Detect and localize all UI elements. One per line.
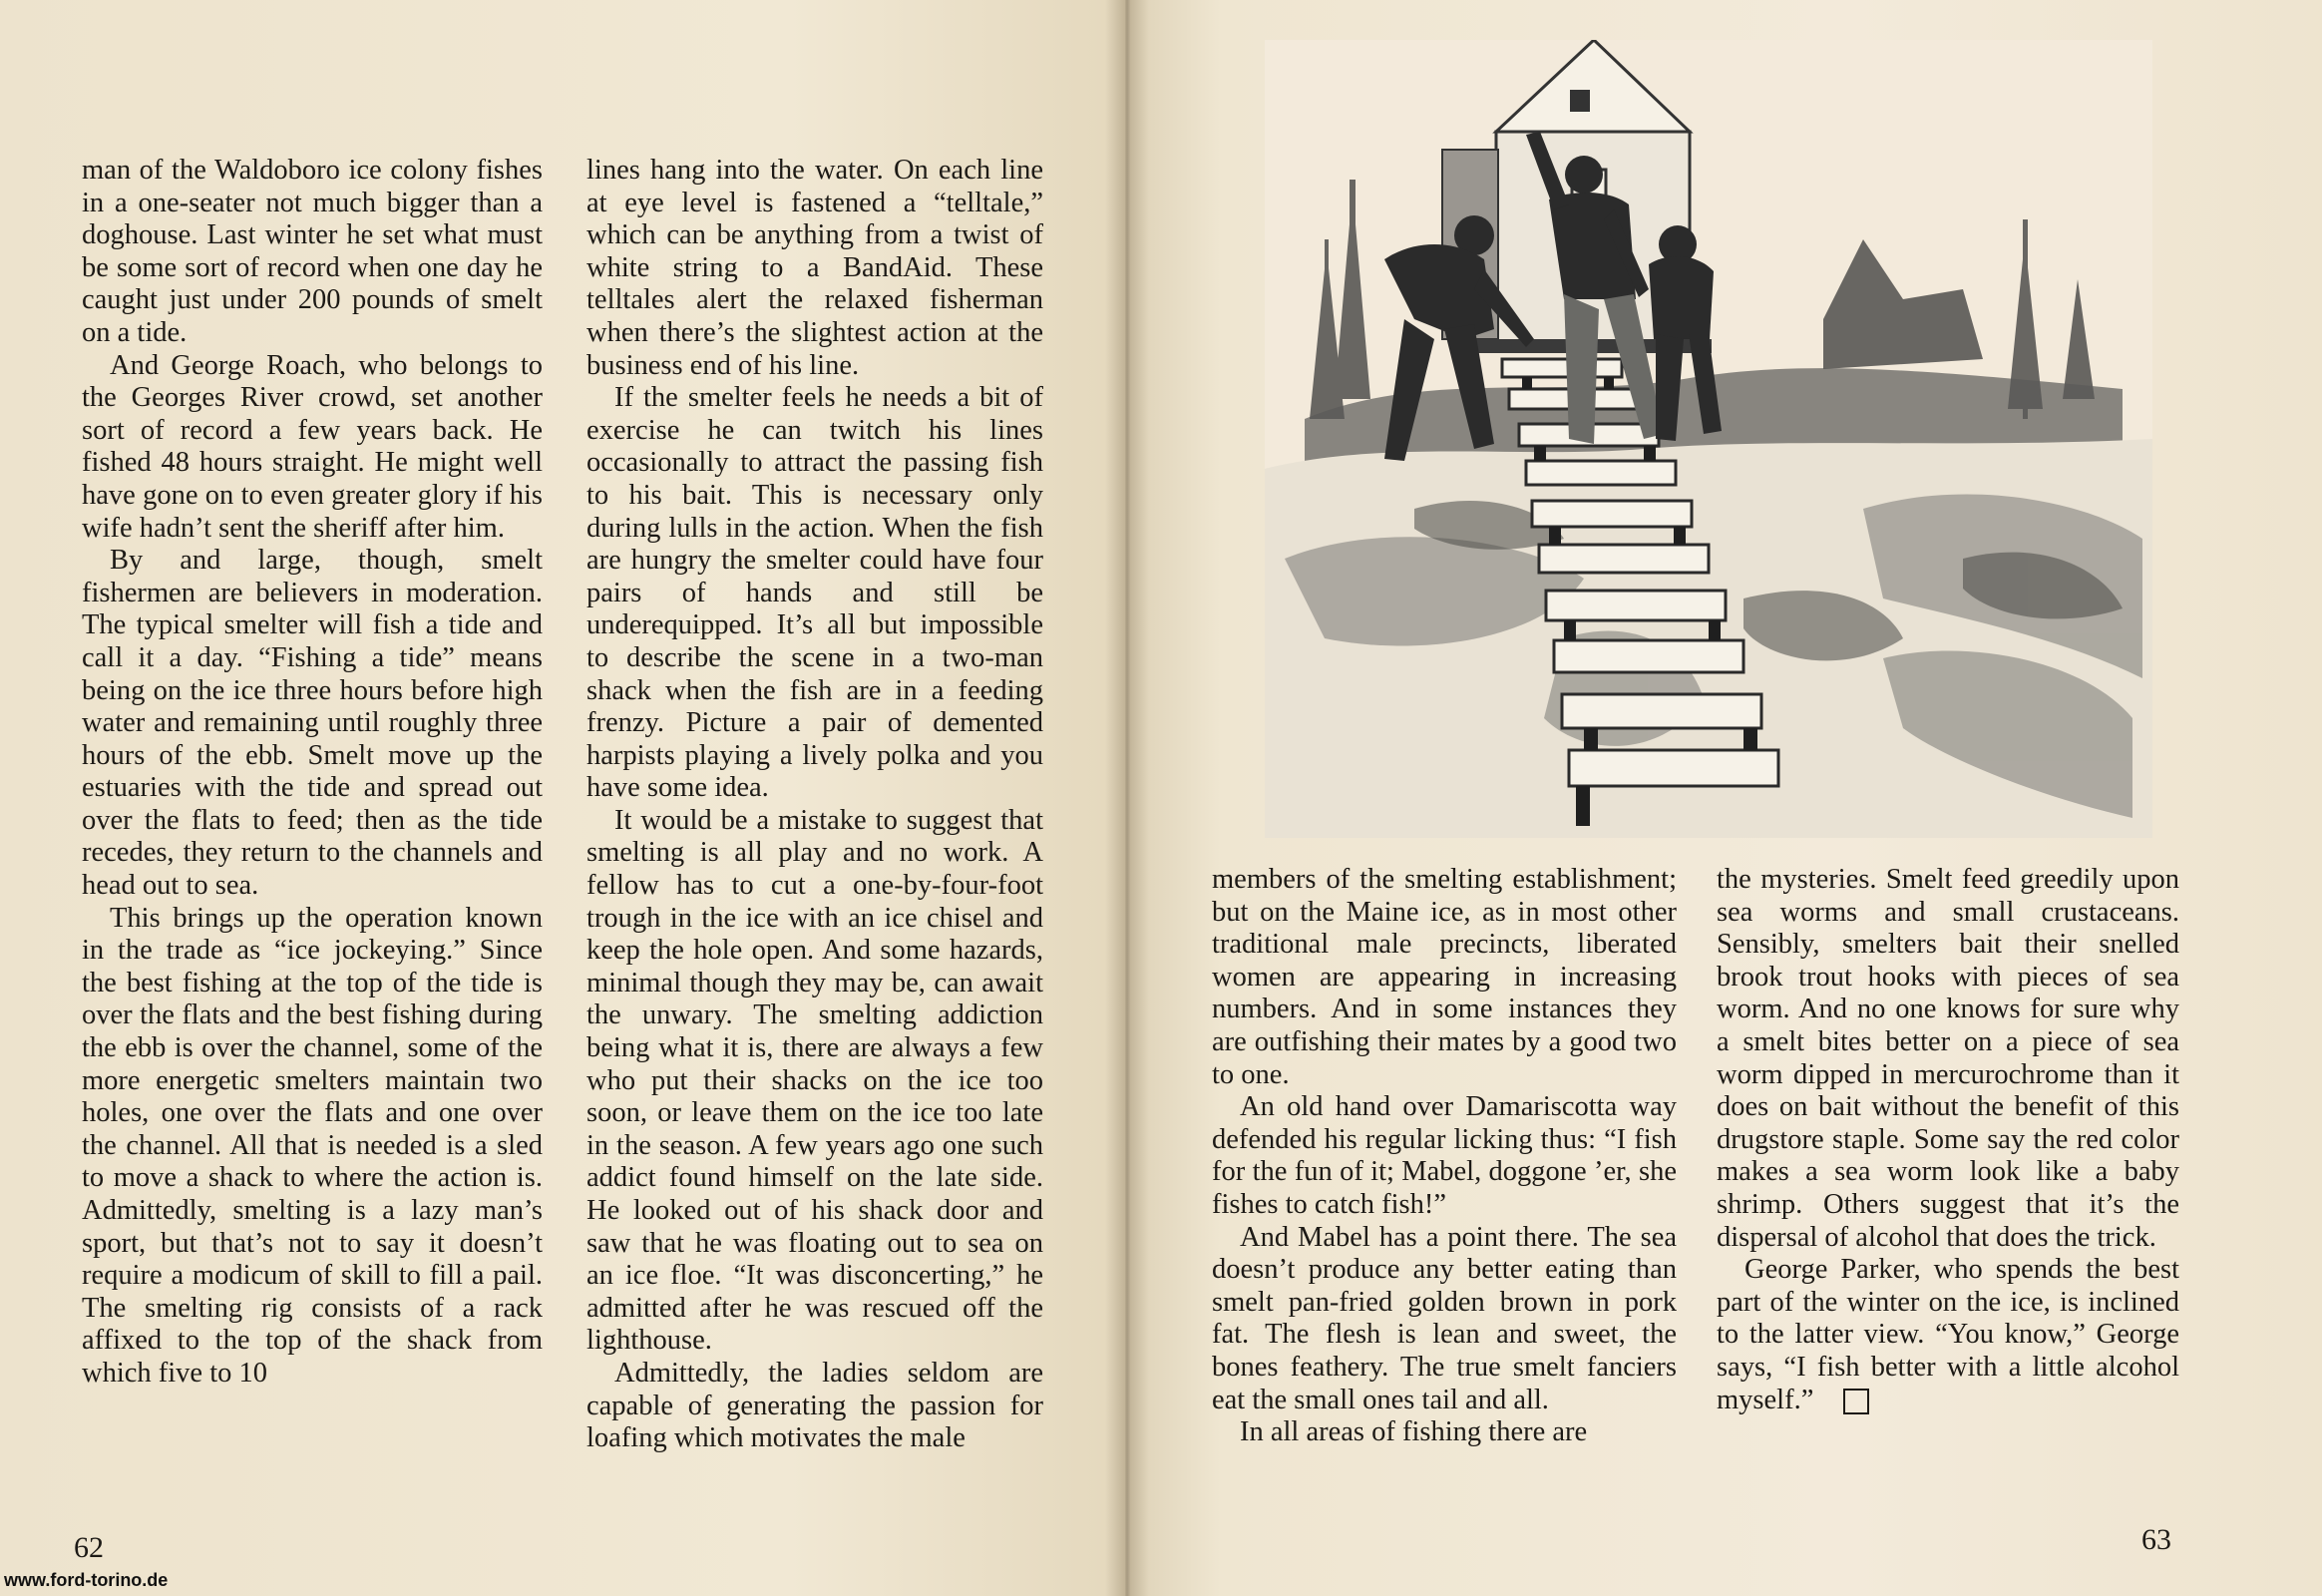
left-column-1 — [82, 155, 543, 1391]
right-column-2 — [1717, 864, 2179, 1416]
left-column-2 — [586, 155, 1043, 1455]
paragraph: An old hand over Damariscotta way defended his regular licking thus: “I fish for the fun of it; Mabel, doggone ’er, she fishes to catch fish!” — [1212, 1091, 1677, 1220]
paragraph: By and large, though, smelt fishermen are believers in moderation. The typical smelter will fish a tide and call it a day. “Fishing a tide” means being on the ice three hours before high water and remaining until roughly three hours of the ebb. Smelt move up the estuaries with the tide and spread out over the flats to feed; then as the tide recedes, they return to the channels and head out to sea. — [82, 545, 543, 902]
paragraph: If the smelter feels he needs a bit of exercise he can twitch his lines occasionally to attract the passing fish to his bait. This is necessary only during lulls in the action. When the fish are hungry the smelter could have four pairs of hands and still be underequipped. It’s all but impossible to describe the scene in a two-man shack when the fish are in a feeding frenzy. Picture a pair of demented harpists playing a lively polka and you have some idea. — [586, 382, 1043, 804]
paragraph: the mysteries. Smelt feed greedily upon sea worms and small crustaceans. Sensibly, smelters bait their snelled brook trout hooks with pieces of sea worm. And no one knows for sure why a smelt bites better on a piece of sea worm dipped in mercurochrome than it does on bait without the benefit of this drugstore staple. Some say the red color makes a sea worm look like a baby shrimp. Others suggest that it’s the dispersal of alcohol that does the trick. — [1717, 864, 2179, 1253]
paragraph: And George Roach, who belongs to the Georges River crowd, set another sort of record a few years back. He fished 48 hours straight. He might well have gone on to even greater glory if his wife hadn’t sent the sheriff after him. — [82, 349, 543, 544]
paragraph: lines hang into the water. On each line at eye level is fastened a “telltale,” which can be anything from a twist of white string to a BandAid. These telltales alert the relaxed fisherman when there’s the slightest action at the business end of his line. — [586, 155, 1043, 381]
paragraph-text: George Parker, who spends the best part of the winter on the ice, is inclined to the latter view. “You know,” George says, “I fish better with a little alcohol myself.” — [1717, 1254, 2179, 1415]
paragraph: And Mabel has a point there. The sea doesn’t produce any better eating than smelt pan-fried golden brown in pork fat. The flesh is lean and sweet, the bones feathery. The true smelt fanciers eat the small ones tail and all. — [1212, 1221, 1677, 1415]
paragraph: It would be a mistake to suggest that smelting is all play and no work. A fellow has to cut a one-by-four-foot trough in the ice with an ice chisel and keep the hole open. And some hazards, minimal though they may be, can await the unwary. The smelting addiction being what it is, there are always a few who put their shacks on the ice too soon, or leave them on the ice too late in the season. A few years ago one such addict found himself on the late side. He looked out of his shack door and saw that he was floating out to sea on an ice floe. “It was disconcerting,” he admitted after he was rescued off the lighthouse. — [586, 804, 1043, 1357]
page-number-left: 62 — [74, 1531, 104, 1564]
watermark: www.ford-torino.de — [4, 1570, 169, 1590]
right-column-1 — [1212, 864, 1677, 1449]
paragraph: members of the smelting establishment; but on the Maine ice, as in most other traditional male precincts, liberated women are appearing in increasing numbers. And in some instances they are outfishing their mates by a good two to one. — [1212, 864, 1677, 1090]
ice-shack-illustration — [1265, 40, 2152, 838]
right-page — [1125, 0, 2322, 1596]
paragraph: man of the Waldoboro ice colony fishes in a one-seater not much bigger than a doghouse. Last winter he set what must be some sort of record when one day he caught just under 200 pounds of smelt on a tide. — [82, 155, 543, 348]
paragraph: In all areas of fishing there are — [1240, 1416, 1588, 1448]
left-page — [0, 0, 1125, 1596]
page-number-right: 63 — [2141, 1523, 2171, 1556]
end-of-article-mark — [1843, 1389, 1869, 1414]
paragraph — [1717, 1254, 2179, 1416]
book-gutter — [1105, 0, 1149, 1596]
paragraph: Admittedly, the ladies seldom are capable of generating the passion for loafing which motivates the male — [586, 1357, 1043, 1454]
paragraph: This brings up the operation known in the trade as “ice jockeying.” Since the best fishing at the top of the tide is over the flats and the best fishing during the ebb is over the channel, some of the more energetic smelters maintain two holes, one over the flats and one over the channel. All that is needed is a sled to move a shack to where the action is. Admittedly, smelting is a lazy man’s sport, but that’s not to say it doesn’t require a modicum of skill to fill a pail. The smelting rig consists of a rack affixed to the top of the shack from which five to 10 — [82, 902, 543, 1389]
